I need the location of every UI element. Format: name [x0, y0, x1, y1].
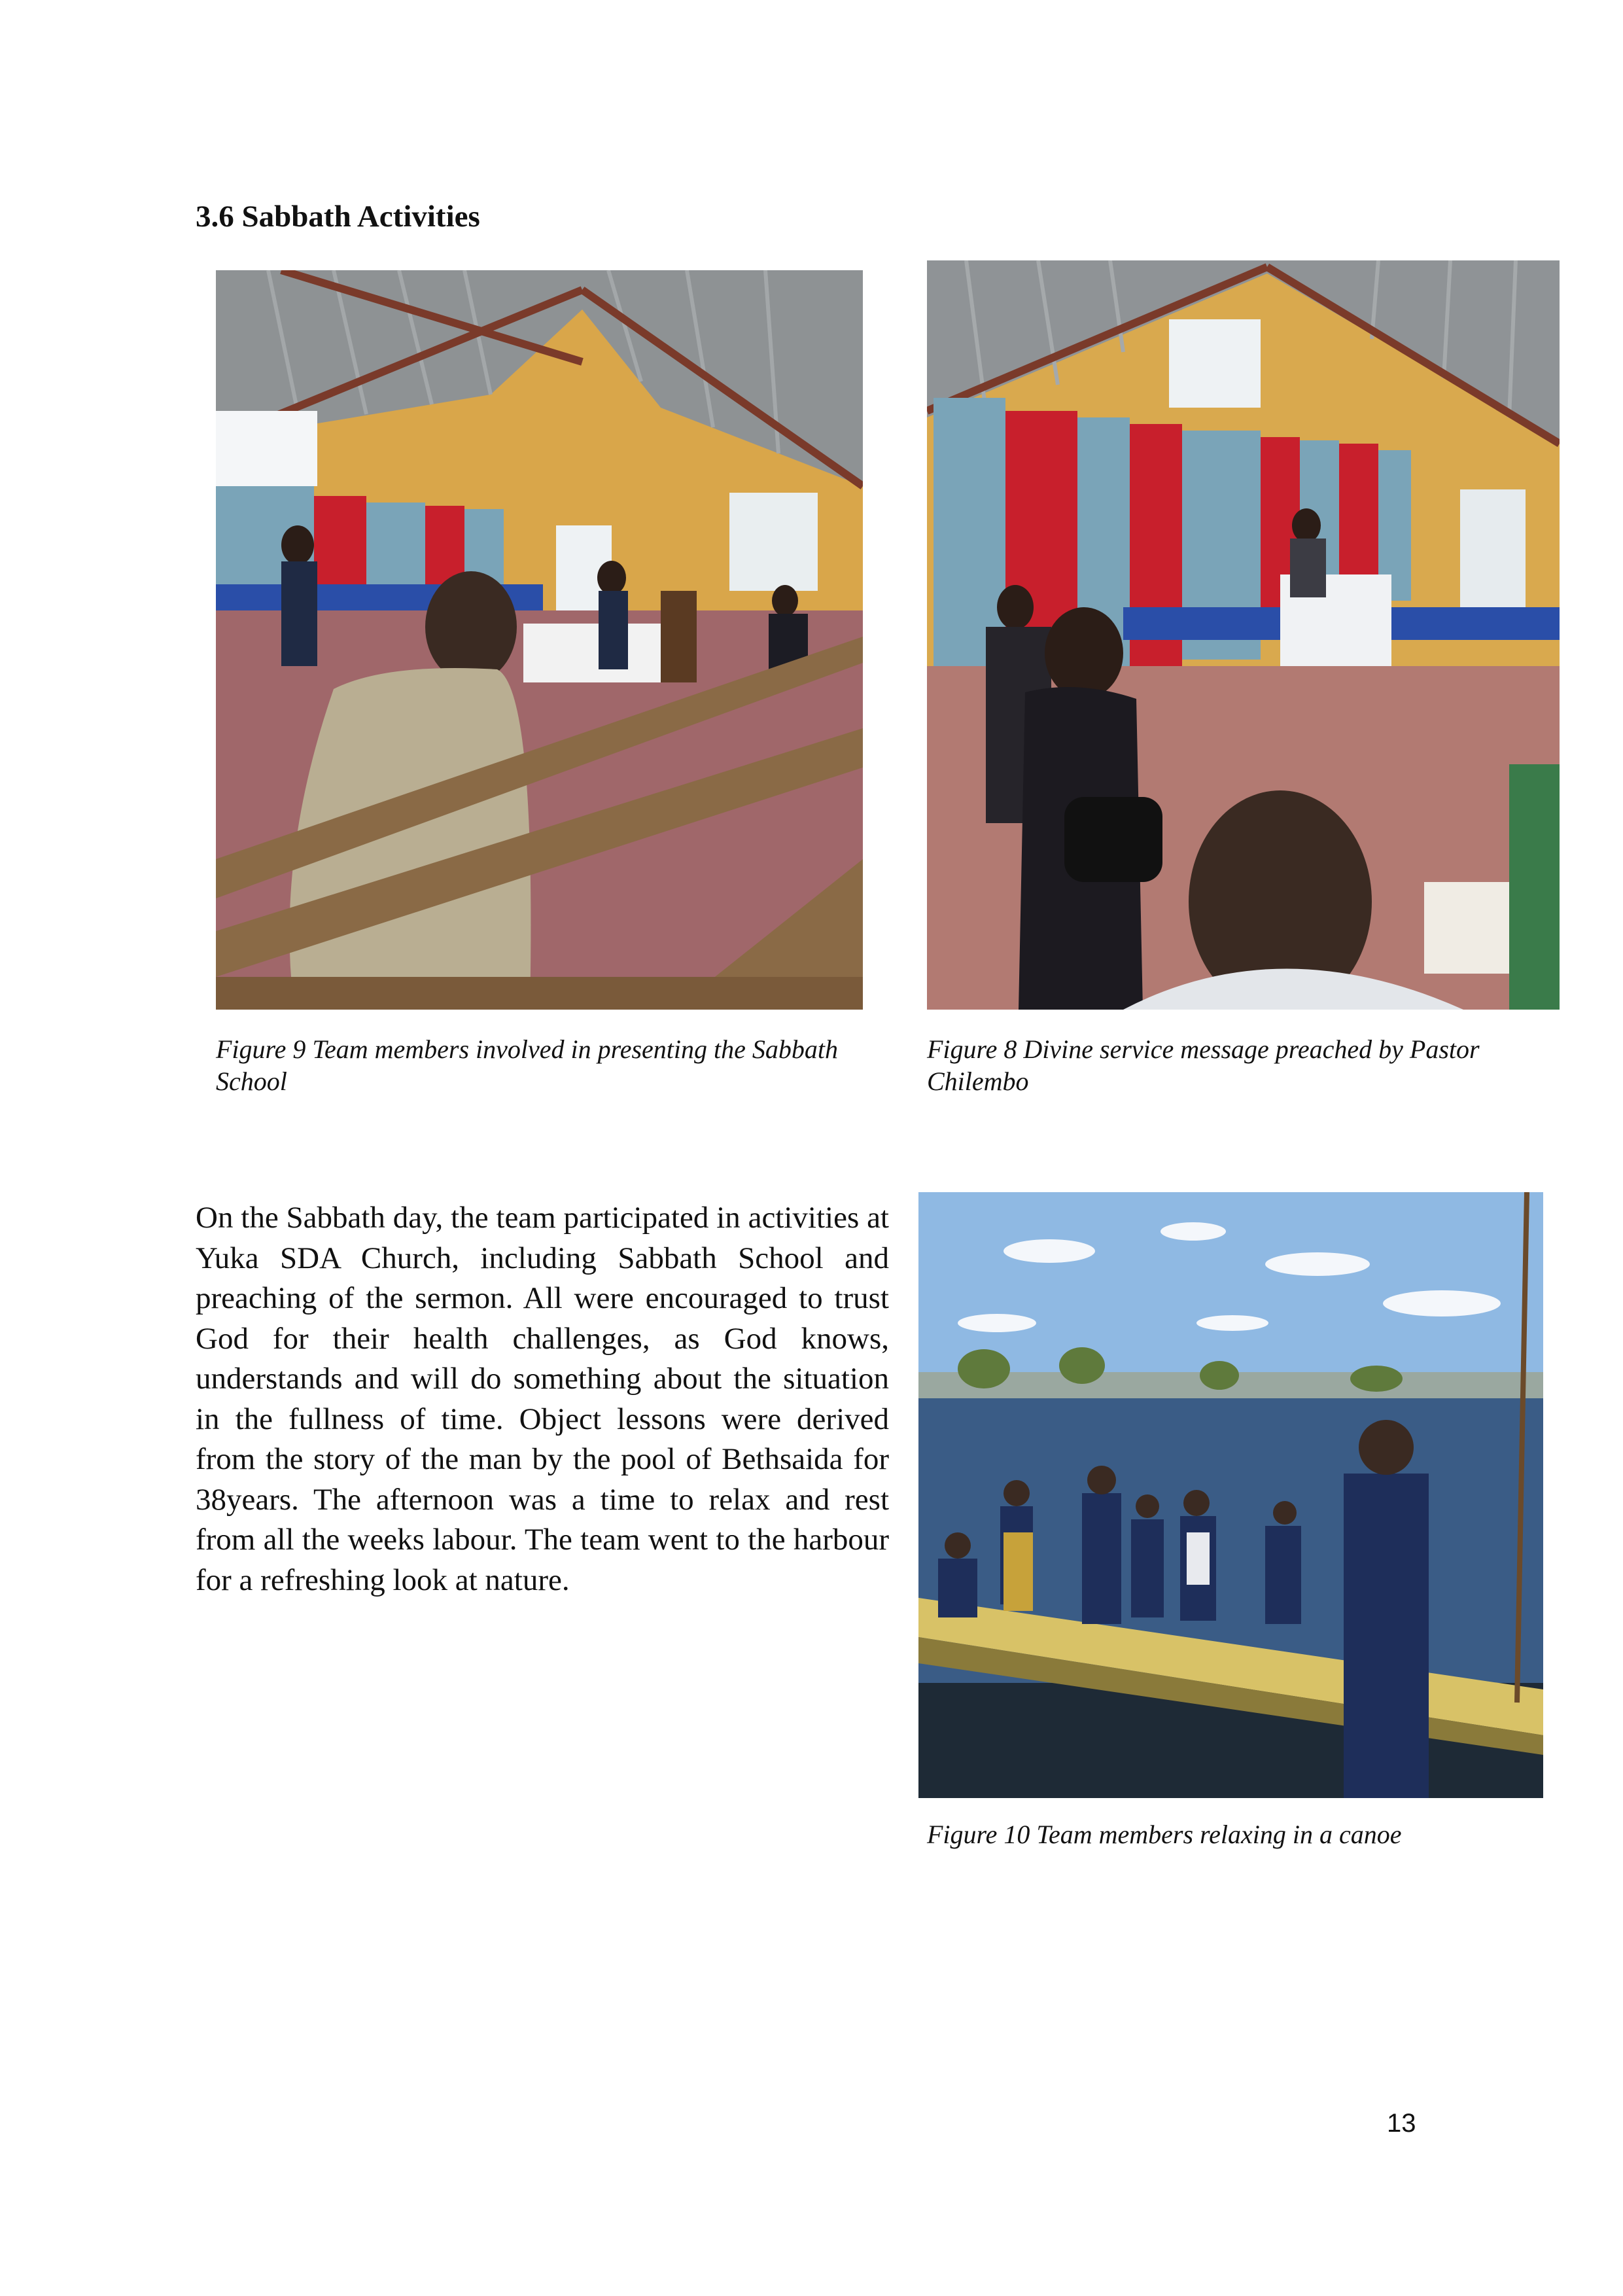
figure-8-caption: Figure 8 Divine service message preached by Pastor Chilembo	[927, 1034, 1480, 1096]
section-heading: 3.6 Sabbath Activities	[196, 200, 480, 234]
figure-8-photo	[927, 260, 1560, 1010]
figure-9-caption: Figure 9 Team members involved in presenting the Sabbath School	[216, 1034, 838, 1096]
figure-9-photo	[216, 270, 863, 1010]
body-paragraph: On the Sabbath day, the team participated in activities at Yuka SDA Church, including Sabbath School and preaching of the sermon. All were encouraged to trust God for their health challenges, as God knows, understands and will do something about the situation in the fullness of time. Object lessons were derived from the story of the man by the pool of Bethsaida for 38years. The afternoon was a time to relax and rest from all the weeks labour. The team went to the harbour for a refreshing look at nature.	[196, 1201, 889, 1597]
page-number: 13	[1387, 2109, 1416, 2138]
figure-10-photo	[918, 1192, 1543, 1798]
figure-10-caption: Figure 10 Team members relaxing in a canoe	[927, 1820, 1402, 1849]
